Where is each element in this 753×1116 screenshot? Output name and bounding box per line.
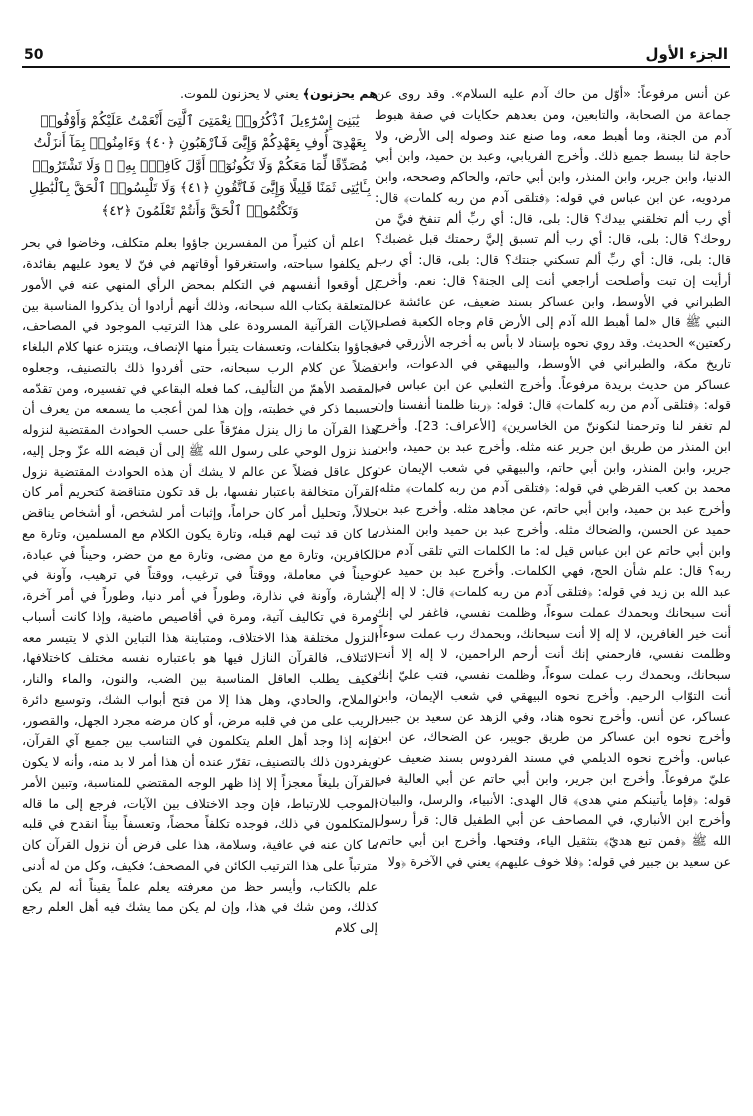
quran-verses: يَٰبَنِىٓ إِسْرَٰٓءِيلَ ٱذْكُرُوا۟ نِعْمَتِىَ ٱلَّتِىٓ أَنْعَمْتُ عَلَيْكُمْ وَأَوْفُوا۟ بِعَهْدِىٓ أُوفِ بِعَهْدِكُمْ وَإِيَّٰىَ فَٱرْهَبُونِ ﴿٤٠﴾ وَءَامِنُوا۟ بِمَآ أَنزَلْتُ مُصَدِّقًا لِّمَا مَعَكُمْ وَلَا تَكُونُوٓا۟ أَوَّلَ كَافِرٍۭ بِهِۦ ۖ وَلَا تَشْتَرُوا۟ بِـَٔايَٰتِى ثَمَنًا قَلِيلًا وَإِيَّٰىَ فَٱتَّقُونِ ﴿٤١﴾ وَلَا تَلْبِسُوا۟ ٱلْحَقَّ بِٱلْبَٰطِلِ وَتَكْتُمُوا۟ ٱلْحَقَّ وَأَنتُمْ تَعْلَمُونَ ﴿٤٢﴾ <box>29 113 371 219</box>
left-column <box>22 84 378 939</box>
page-header <box>22 40 730 68</box>
lead-quote: هم يحزنون﴾ <box>302 86 378 101</box>
right-column <box>375 84 731 873</box>
lead-line <box>22 84 378 105</box>
lead-rest: يعني لا يحزنون للموت. <box>180 86 303 101</box>
commentary-paragraph: اعلم أن كثيراً من المفسرين جاؤوا بعلم متكلف، وخاضوا في بحر لم يكلفوا سباحته، واستغرقوا أوقاتهم في فنّ لا يعود عليهم بفائدة، بل أوقعوا أنفسهم في التكلم بمحض الرأي المنهي عنه في الأمور المتعلقة بكتاب الله سبحانه، وذلك أنهم أرادوا أن يذكروا المناسبة بين الآيات القرآنية المسرودة على هذا الترتيب الموجود في المصاحف، فجاؤوا بتكلفات، وتعسفات يتبرأ منها الإنصاف، ويتنزه عنها كلام البلغاء فضلاً عن كلام الرب سبحانه، حتى أفردوا ذلك بالتصنيف، وجعلوه المقصد الأهمّ من التأليف، كما فعله البقاعي في تفسيره، ومن تقدّمه حسبما ذكر في خطبته، وإن هذا لمن أعجب ما يسمعه من يعرف أن هذا القرآن ما زال ينزل مفرّقاً على حسب الحوادث المقتضية لنزوله منذ نزول الوحي على رسول الله ﷺ إلى أن قبضه الله عزّ وجل إليه، وكل عاقل فضلاً عن عالم لا يشك أن هذه الحوادث المقتضية نزول القرآن متخالفة باعتبار نفسها، بل قد تكون متناقضة كتحريم أمر كان حلالاً، وتحليل أمر كان حراماً، وإثبات أمر لشخص، أو أشخاص يناقض ما كان قد ثبت لهم قبله، وتارة يكون الكلام مع المسلمين، وتارة مع الكافرين، وتارة مع من مضى، وتارة مع من حضر، وحيناً في عبادة، وحيناً في معاملة، ووقتاً في ترغيب، ووقتاً في ترهيب، وآونة في بشارة، وآونة في نذارة، وطوراً في أمر دنيا، وطوراً في أمر آخرة، ومرة في تكاليف آتية، ومرة في أقاصيص ماضية، وإذا كانت أسباب النزول مختلفة هذا الاختلاف، ومتباينة هذا التباين الذي لا يتيسر معه الائتلاف، فالقرآن النازل فيها هو باعتباره نفسه مختلف كاختلافها، فكيف يطلب العاقل المناسبة بين الضب، والنون، والماء والنار، والملاح، والحادي، وهل هذا إلا من فتح أبواب الشك، وتوسيع دائرة الريب على من في قلبه مرض، أو كان مرضه مجرد الجهل، والقصور، فإنه إذا وجد أهل العلم يتكلمون في التناسب بين جميع آي القرآن، ويفردون ذلك بالتصنيف، تقرّر عنده أن هذا أمر لا بد منه، وأنه لا يكون القرآن بليغاً معجزاً إلا إذا ظهر الوجه المقتضي للمناسبة، وتبين الأمر الموجب للارتباط، فإن وجد الاختلاف بين الآيات، فرجع إلى ما قاله المتكلمون في ذلك، فوجده تكلفاً محضاً، وتعسفاً بيناً انقدح في قلبه ما كان عنه في عافية، وسلامة، هذا على فرض أن نزول القرآن كان مترتباً على هذا الترتيب الكائن في المصحف؛ فكيف، وكل من له أدنى علم بالكتاب، وأيسر حظ من معرفته يعلم علماً يقيناً أنه لم يكن كذلك، ومن شك في هذا، وإن لم يكن مما يشك فيه أهل العلم رجع إلى كلام <box>22 235 378 935</box>
page-number: 50 <box>24 47 44 63</box>
right-column-paragraph: عن أنس مرفوعاً: «أوّل من حاك آدم عليه السلام». وقد روى عن جماعة من الصحابة، والتابعين، ومن بعدهم حكايات في صفة هبوط آدم من الجنة، وما أهبط معه، وما صنع عند وصوله إلى الأرض، ولا حاجة لنا ببسط جميع ذلك. وأخرج الفريابي، وعبد بن حميد، وابن أبي الدنيا، وابن جرير، وابن المنذر، وابن أبي حاتم، والحاكم وصححه، وابن مردويه، عن ابن عباس في قوله: ﴿فتلقى آدم من ربه كلمات﴾ قال: أي رب ألم تخلقني بيدك؟ قال: بلى، قال: أي ربِّ ألم تنفخ فيَّ من روحك؟ قال: بلى، قال: أي رب ألم تسبق إليَّ رحمتك قبل غضبك؟ قال: بلى، قال: أي ربِّ ألم تسكني جنتك؟ قال: بلى، قال: أي رب أرأيت إن تبت وأصلحت أراجعي أنت إلى الجنة؟ قال: نعم. وأخرج الطبراني في الأوسط، وابن عساكر بسند ضعيف، عن عائشة عن النبي ﷺ قال «لما أهبط الله آدم إلى الأرض قام وجاه الكعبة فصلى ركعتين» الحديث. وقد روي نحوه بإسناد لا بأس به أخرجه الأزرقي في تاريخ مكة، والطبراني في الأوسط، والبيهقي في الدعوات، وابن عساكر من حديث بريدة مرفوعاً. وأخرج الثعلبي عن ابن عباس في قوله: ﴿فتلقى آدم من ربه كلمات﴾ قال: قوله: ﴿ربنا ظلمنا أنفسنا وإن لم تغفر لنا وترحمنا لنكوننّ من الخاسرين﴾ [الأعراف: 23]. وأخرج ابن المنذر من طريق ابن جرير عنه مثله. وأخرج عبد بن حميد، وابن جرير، وابن المنذر، وابن أبي حاتم، والبيهقي في شعب الإيمان عن محمد بن كعب القرظي في قوله: ﴿فتلقى آدم من ربه كلمات﴾ مثله: وأخرج عبد بن حميد، وابن أبي حاتم، عن مجاهد مثله. وأخرج عبد بن حميد عن الحسن، والضحاك مثله. وأخرج عبد بن حميد وابن المنذر، وابن أبي حاتم عن ابن عباس قيل له: ما الكلمات التي تلقى آدم من ربه؟ قال: علم شأن الحج، فهي الكلمات. وأخرج عبد بن حميد عن عبد الله بن زيد في قوله: ﴿فتلقى آدم من ربه كلمات﴾ قال: لا إله إلا أنت سبحانك وبحمدك عملت سوءاً، وظلمت نفسي، فاغفر لي إنك أنت خير الغافرين، لا إله إلا أنت سبحانك، وبحمدك رب عملت سوءاً، وظلمت نفسي، فارحمني إنك أنت أرحم الراحمين، لا إله إلا أنت سبحانك، وبحمدك رب عملت سوءاً، وظلمت نفسي، فتب عليّ إنك أنت التوّاب الرحيم. وأخرج نحوه البيهقي في شعب الإيمان، وابن عساكر، عن أنس. وأخرج نحوه هناد، وفي الزهد عن سعيد بن جبير. وأخرج نحوه ابن عساكر من طريق جويبر، عن الضحاك، عن ابن عباس. وأخرج نحوه الديلمي في مسند الفردوس بسند ضعيف عن عليّ مرفوعاً. وأخرج ابن جرير، وابن أبي حاتم عن أبي العالية في قوله: ﴿فإما يأتينكم مني هدى﴾ قال الهدى: الأنبياء، والرسل، والبيان. وأخرج ابن الأنباري، في المصاحف عن أبي الطفيل قال: قرأ رسول الله ﷺ ﴿فمن تبع هديّ﴾ بتثقيل الياء، وفتحها. وأخرج ابن أبي حاتم، عن سعيد بن جبير في قوله: ﴿فلا خوف عليهم﴾ يعني في الآخرة ﴿ولا <box>375 86 731 869</box>
running-title: الجزء الأول <box>645 45 728 63</box>
